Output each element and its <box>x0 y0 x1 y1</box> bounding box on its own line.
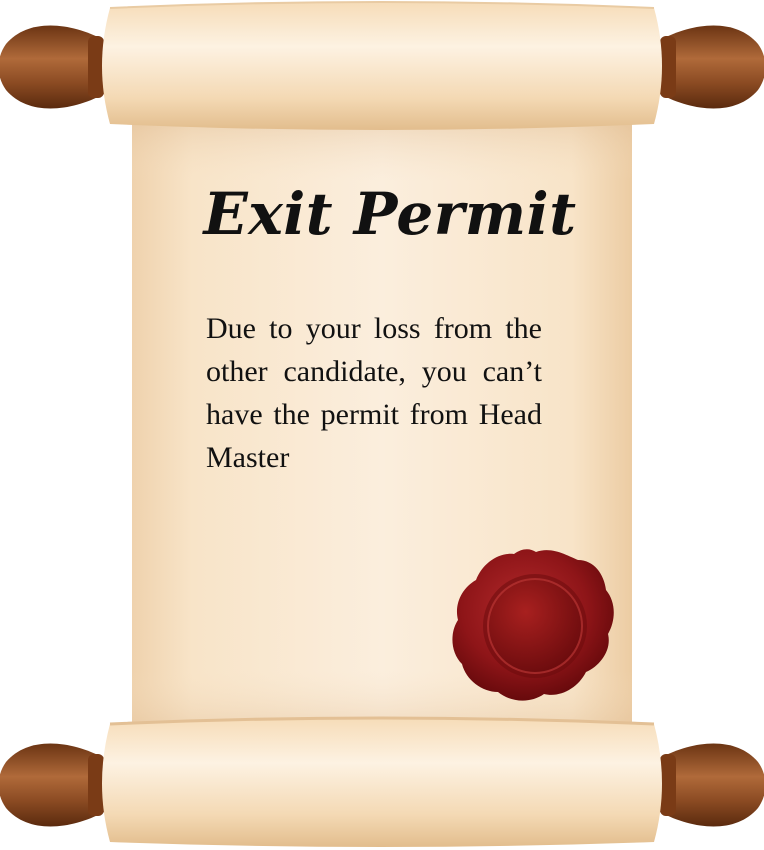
bottom-roll <box>0 718 764 847</box>
permit-message: Due to your loss from the other candidate, you can’t have the permit from Head Master <box>206 312 542 474</box>
permit-title: Exit Permit <box>203 180 577 248</box>
top-roll <box>0 2 764 130</box>
